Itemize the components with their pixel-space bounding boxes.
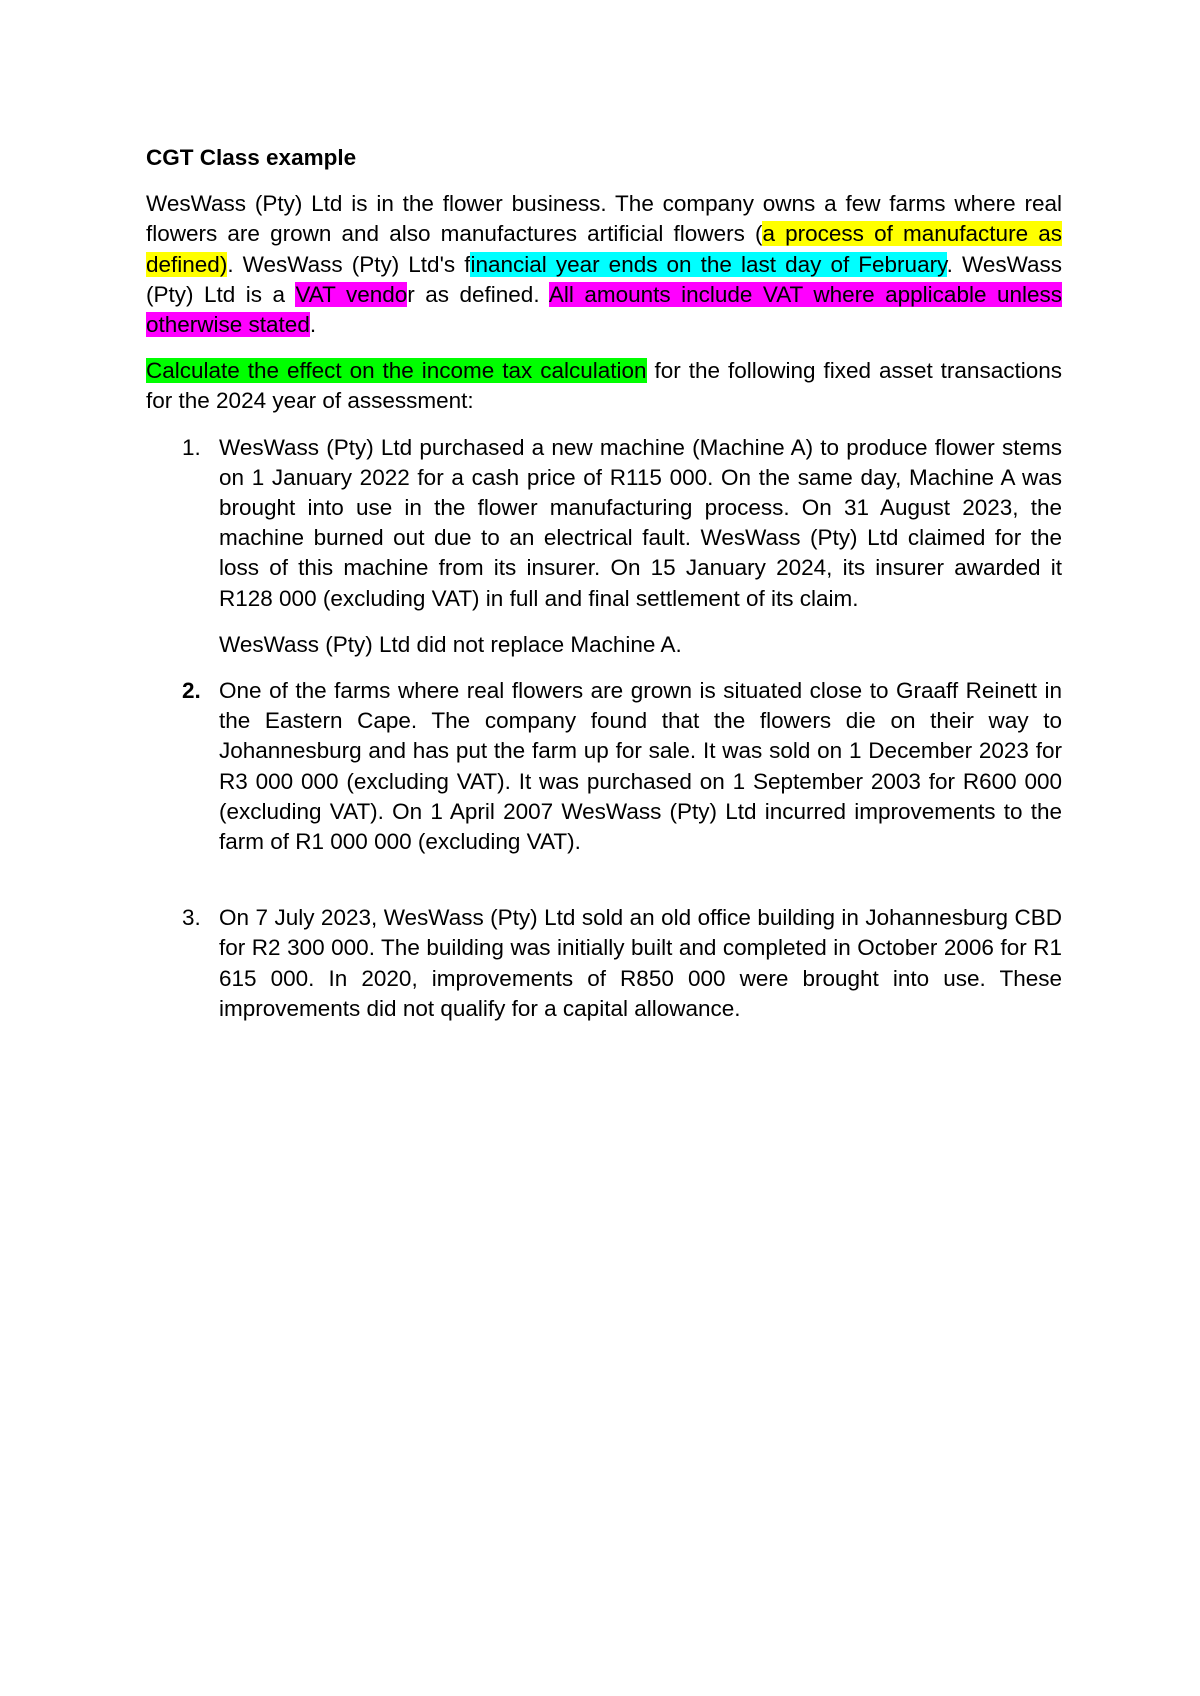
intro-paragraph <box>146 189 1062 340</box>
list-item-paragraph: On 7 July 2023, WesWass (Pty) Ltd sold an old office building in Johannesburg CBD for R2 300 000. The building was initially built and completed in October 2006 for R1 615 000. In 2020, improvements of R850 000 were brought into use. These improvements did not qualify for a capital allowance. <box>219 905 1062 1021</box>
list-item-paragraph: WesWass (Pty) Ltd did not replace Machine A. <box>219 631 682 657</box>
list-item-paragraph: One of the farms where real flowers are grown is situated close to Graaff Reinett in the Eastern Cape. The company found that the flowers die on their way to Johannesburg and has put the farm up for sale. It was sold on 1 December 2023 for R3 000 000 (excluding VAT). It was purchased on 1 September 2003 for R600 000 (excluding VAT). On 1 April 2007 WesWass (Pty) Ltd incurred improvements to the farm of R1 000 000 (excluding VAT). <box>219 678 1062 855</box>
instruction-paragraph <box>146 356 1062 416</box>
highlight-manufacture: a process of manufacture as defined) <box>146 221 1062 277</box>
list-item-number: 2. <box>182 678 201 704</box>
intro-text-5: . <box>309 312 317 338</box>
list-item-number: 3. <box>182 905 201 931</box>
highlight-amounts-include-vat: All amounts include VAT where applicable unless otherwise stated <box>146 281 1062 338</box>
intro-text-2: . WesWass (Pty) Ltd's f <box>227 251 471 277</box>
list-item <box>146 903 1062 1024</box>
document-title: CGT Class example <box>146 145 357 170</box>
transactions-list <box>146 433 1062 1024</box>
highlight-calculate: Calculate the effect on the income tax calculation <box>146 358 647 384</box>
list-item <box>146 433 1062 660</box>
list-item-number: 1. <box>182 434 201 460</box>
list-item <box>146 676 1062 857</box>
intro-text-1: WesWass (Pty) Ltd is in the flower business. The company owns a few farms where real flowers are grown and also manufactures artificial flowers ( <box>146 191 1062 247</box>
intro-text-3: . WesWass (Pty) Ltd is a <box>146 251 1062 307</box>
intro-text-4: r as defined. <box>407 281 549 307</box>
list-item-paragraph: WesWass (Pty) Ltd purchased a new machine (Machine A) to produce flower stems on 1 January 2022 for a cash price of R115 000. On the same day, Machine A was brought into use in the flower manufacturing process. On 31 August 2023, the machine burned out due to an electrical fault. WesWass (Pty) Ltd claimed for the loss of this machine from its insurer. On 15 January 2024, its insurer awarded it R128 000 (excluding VAT) in full and final settlement of its claim. <box>219 434 1062 611</box>
highlight-vat-vendor: VAT vendo <box>295 281 408 307</box>
instruction-text: for the following fixed asset transactions for the 2024 year of assessment: <box>146 358 1062 414</box>
highlight-financial-year: inancial year ends on the last day of February <box>470 251 947 277</box>
document-body <box>146 143 1062 1040</box>
